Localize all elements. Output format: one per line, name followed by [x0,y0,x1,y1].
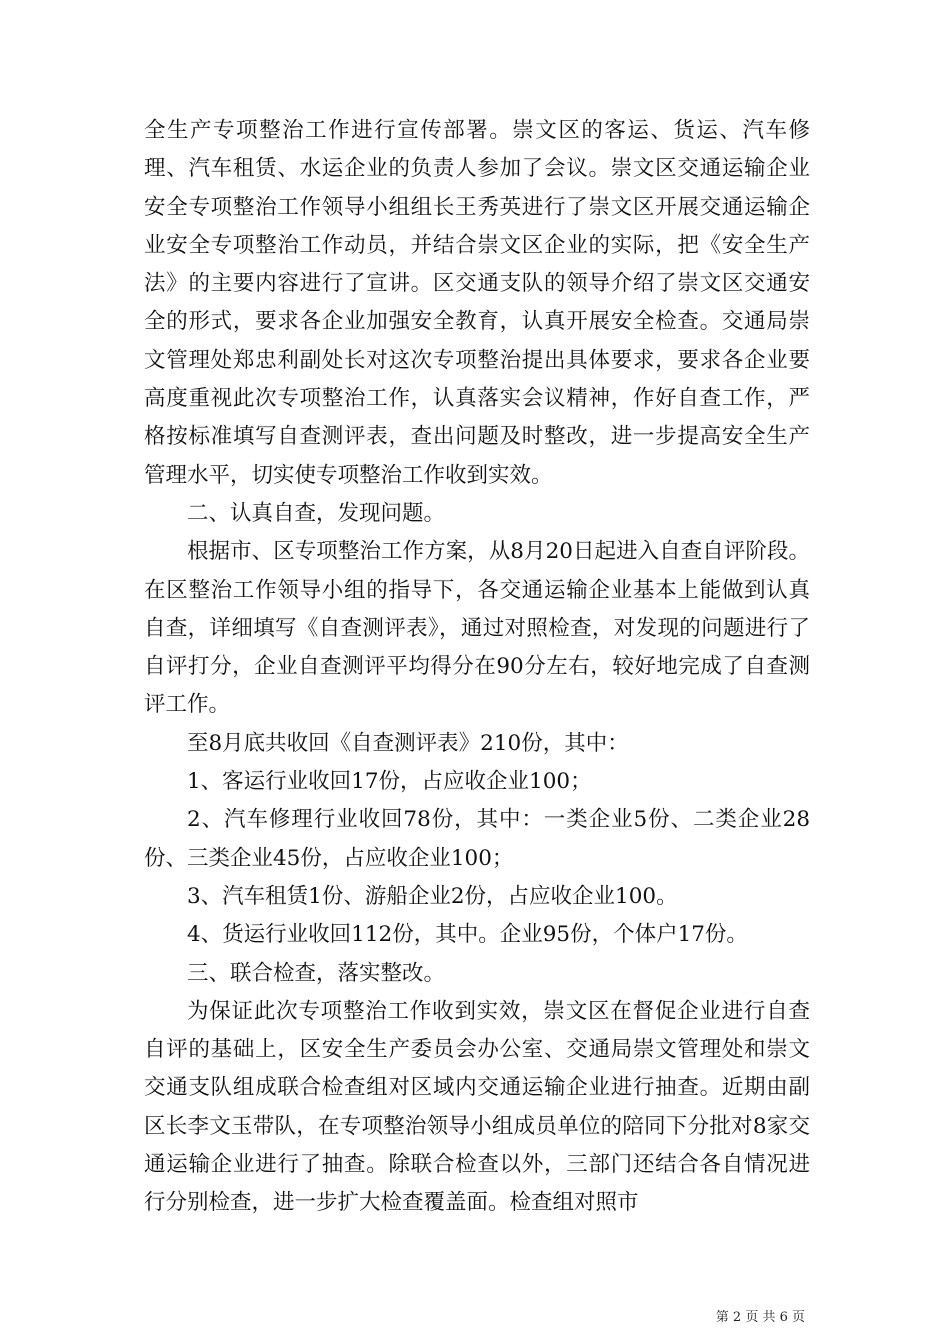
paragraph-4: 至8月底共收回《自查测评表》210份，其中： [187,730,629,756]
page-number: 第 2 页 共 6 页 [715,1310,805,1325]
paragraph-1: 全生产专项整治工作进行宣传部署。崇文区的客运、货运、汽车修理、汽车租赁、水运企业的负责人参加了会议。崇文区交通运输企业安全专项整治工作领导小组组长王秀英进行了崇文区开展交通运输企业安全专项整治工作动员，并结合崇文区企业的实际，把《安全生产法》的主要内容进行了宣讲。区交通支队的领导介绍了崇文区交通安全的形式，要求各企业加强安全教育，认真开展安全检查。交通局崇文管理处郑忠利副处长对这次专项整治提出具体要求，要求各企业要高度重视此次专项整治工作，认真落实会议精神，作好自查工作，严格按标准填写自查测评表，查出问题及时整改，进一步提高安全生产管理水平，切实使专项整治工作收到实效。 [144,118,810,488]
document-body [144,112,810,1223]
list-item-1: 1、客运行业收回17份，占应收企业100； [187,769,592,795]
paragraph-3: 根据市、区专项整治工作方案，从8月20日起进入自查自评阶段。在区整治工作领导小组的指导下，各交通运输企业基本上能做到认真自查，详细填写《自查测评表》，通过对照检查，对发现的问题进行了自评打分，企业自查测评平均得分在90分左右，较好地完成了自查测评工作。 [144,539,810,718]
paragraph-10: 为保证此次专项整治工作收到实效，崇文区在督促企业进行自查自评的基础上，区安全生产委员会办公室、交通局崇文管理处和崇文交通支队组成联合检查组对区域内交通运输企业进行抽查。近期由副区长李文玉带队，在专项整治领导小组成员单位的陪同下分批对8家交通运输企业进行了抽查。除联合检查以外，三部门还结合各自情况进行分别检查，进一步扩大检查覆盖面。检查组对照市 [144,998,810,1216]
list-item-2: 2、汽车修理行业收回78份，其中：一类企业5份、二类企业28份、三类企业45份，占应收企业100； [144,807,810,871]
section-heading-3: 三、联合检查，落实整改。 [187,960,446,986]
list-item-3: 3、汽车租赁1份、游船企业2份，占应收企业100。 [187,883,678,909]
list-item-4: 4、货运行业收回112份，其中。企业95份，个体户17份。 [187,922,748,948]
section-heading-2: 二、认真自查，发现问题。 [187,500,446,526]
